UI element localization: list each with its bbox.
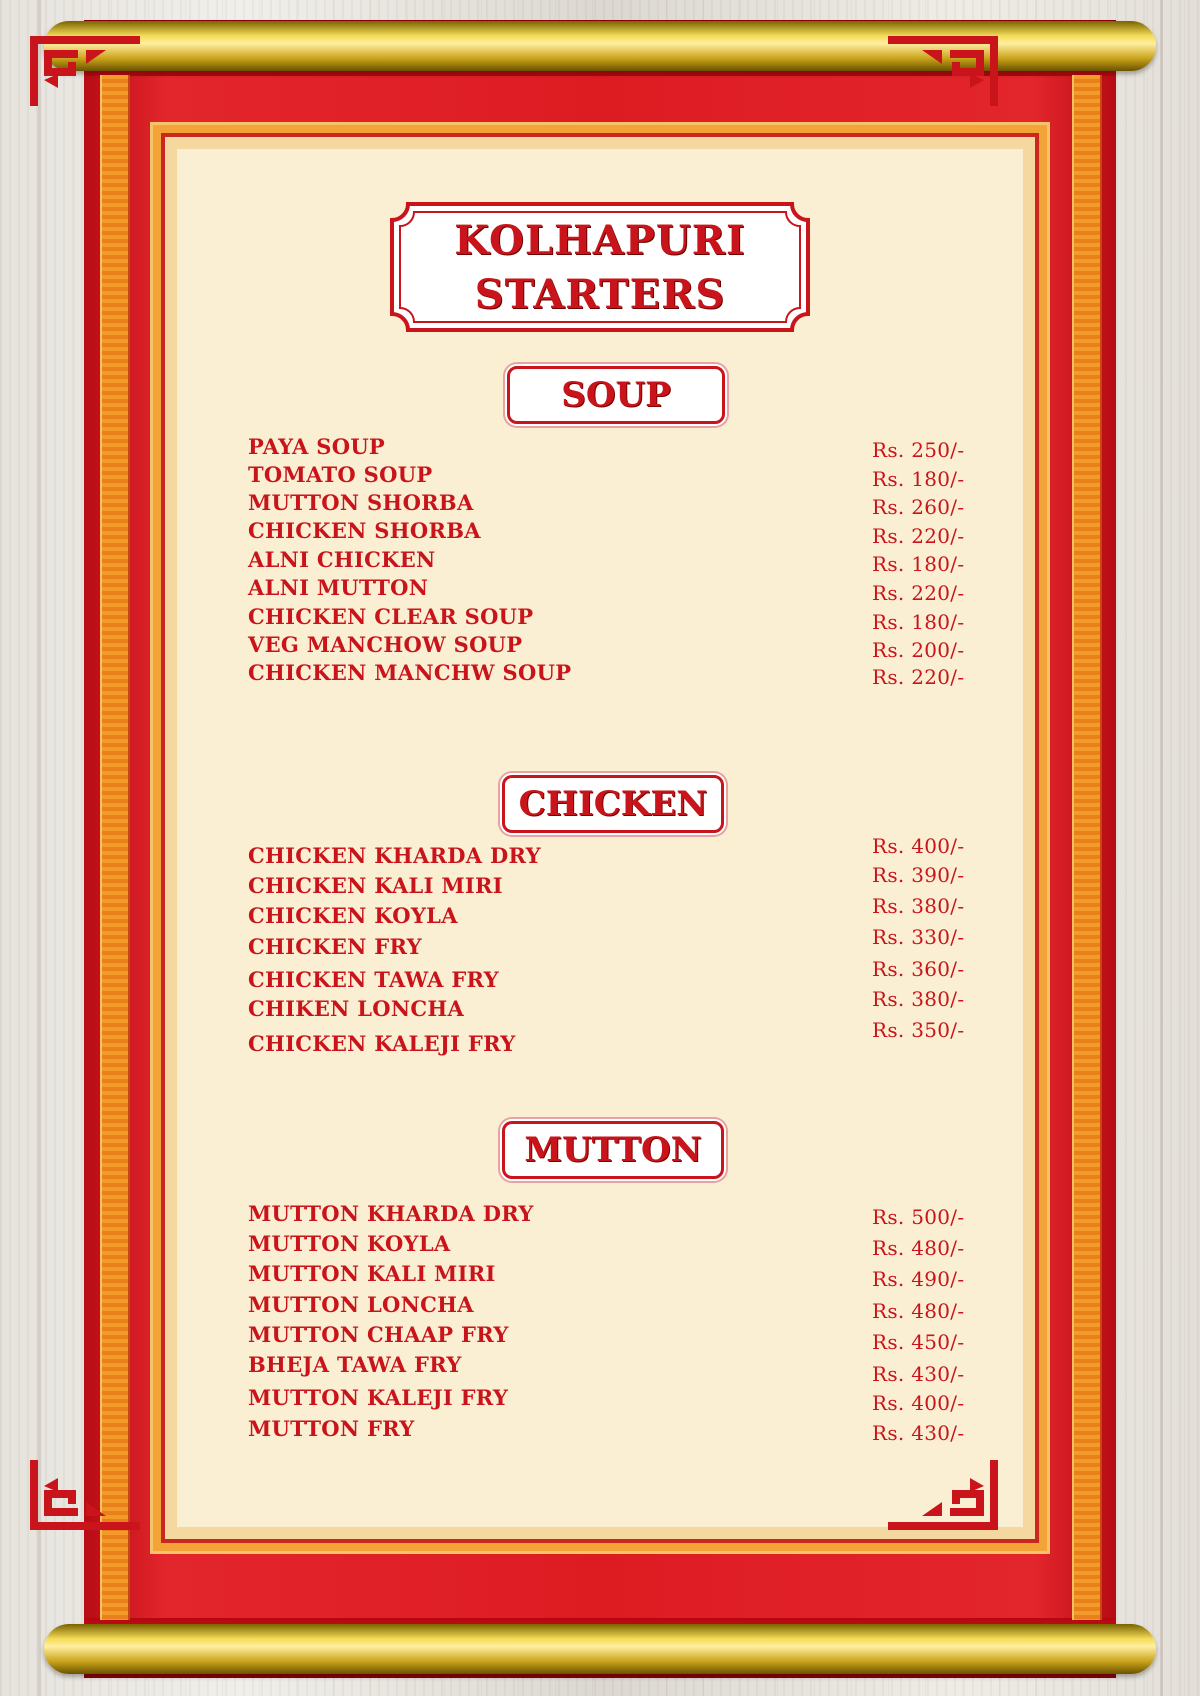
title-line-1: KOLHAPURI xyxy=(454,217,746,264)
menu-item-price: Rs. 380/- xyxy=(872,894,965,918)
menu-item-price: Rs. 430/- xyxy=(872,1362,965,1386)
menu-item-price: Rs. 180/- xyxy=(872,610,965,634)
menu-item-name: MUTTON LONCHA xyxy=(248,1292,474,1317)
wood-seam xyxy=(1160,0,1163,1696)
menu-item-name: TOMATO SOUP xyxy=(248,462,433,487)
title-plaque xyxy=(388,200,812,334)
menu-item-name: MUTTON SHORBA xyxy=(248,490,474,515)
menu-item-price: Rs. 480/- xyxy=(872,1299,965,1323)
menu-item-name: CHIKEN LONCHA xyxy=(248,996,465,1021)
menu-item-name: CHICKEN KOYLA xyxy=(248,903,458,928)
corner-ornament-icon xyxy=(30,1460,140,1530)
section-heading-chicken: CHICKEN xyxy=(502,775,724,833)
section-heading-soup: SOUP xyxy=(507,366,725,424)
wood-seam xyxy=(38,0,41,1696)
menu-item-price: Rs. 380/- xyxy=(872,987,965,1011)
corner-ornament-icon xyxy=(30,36,140,106)
corner-ornament-icon xyxy=(888,36,998,106)
menu-item-price: Rs. 490/- xyxy=(872,1267,965,1291)
menu-item-price: Rs. 200/- xyxy=(872,638,965,662)
orange-stripe-right xyxy=(1072,75,1102,1620)
orange-stripe-left xyxy=(100,75,130,1620)
menu-item-price: Rs. 500/- xyxy=(872,1205,965,1229)
menu-item-name: MUTTON KOYLA xyxy=(248,1231,451,1256)
menu-item-name: CHICKEN KALEJI FRY xyxy=(248,1031,516,1056)
menu-item-name: MUTTON FRY xyxy=(248,1416,415,1441)
menu-item-name: CHICKEN KHARDA DRY xyxy=(248,843,541,868)
menu-item-price: Rs. 330/- xyxy=(872,925,965,949)
menu-item-price: Rs. 390/- xyxy=(872,863,965,887)
menu-item-name: ALNI CHICKEN xyxy=(248,547,436,572)
menu-item-price: Rs. 220/- xyxy=(872,581,965,605)
menu-item-name: CHICKEN SHORBA xyxy=(248,518,481,543)
page-title xyxy=(388,214,812,322)
menu-item-name: ALNI MUTTON xyxy=(248,575,429,600)
menu-item-price: Rs. 480/- xyxy=(872,1236,965,1260)
menu-item-price: Rs. 400/- xyxy=(872,1391,965,1415)
menu-item-price: Rs. 450/- xyxy=(872,1330,965,1354)
menu-item-name: CHICKEN FRY xyxy=(248,934,422,959)
menu-item-name: MUTTON KALEJI FRY xyxy=(248,1385,509,1410)
menu-item-name: CHICKEN CLEAR SOUP xyxy=(248,604,534,629)
menu-item-price: Rs. 220/- xyxy=(872,524,965,548)
menu-item-price: Rs. 350/- xyxy=(872,1018,965,1042)
menu-item-price: Rs. 250/- xyxy=(872,438,965,462)
menu-item-price: Rs. 180/- xyxy=(872,467,965,491)
menu-item-price: Rs. 400/- xyxy=(872,834,965,858)
menu-item-name: CHICKEN MANCHW SOUP xyxy=(248,660,572,685)
menu-item-name: CHICKEN KALI MIRI xyxy=(248,873,503,898)
menu-item-price: Rs. 360/- xyxy=(872,957,965,981)
section-heading-mutton: MUTTON xyxy=(502,1121,724,1179)
menu-item-price: Rs. 180/- xyxy=(872,552,965,576)
menu-item-name: MUTTON KHARDA DRY xyxy=(248,1201,534,1226)
menu-item-price: Rs. 430/- xyxy=(872,1421,965,1445)
menu-item-price: Rs. 260/- xyxy=(872,495,965,519)
title-line-2: STARTERS xyxy=(474,271,726,318)
scroll-rod-bottom xyxy=(44,1624,1156,1674)
menu-item-name: MUTTON CHAAP FRY xyxy=(248,1322,509,1347)
menu-item-price: Rs. 220/- xyxy=(872,665,965,689)
menu-item-name: CHICKEN TAWA FRY xyxy=(248,967,499,992)
menu-item-name: PAYA SOUP xyxy=(248,434,386,459)
menu-item-name: MUTTON KALI MIRI xyxy=(248,1261,496,1286)
corner-ornament-icon xyxy=(888,1460,998,1530)
menu-item-name: VEG MANCHOW SOUP xyxy=(248,632,523,657)
menu-item-name: BHEJA TAWA FRY xyxy=(248,1352,462,1377)
